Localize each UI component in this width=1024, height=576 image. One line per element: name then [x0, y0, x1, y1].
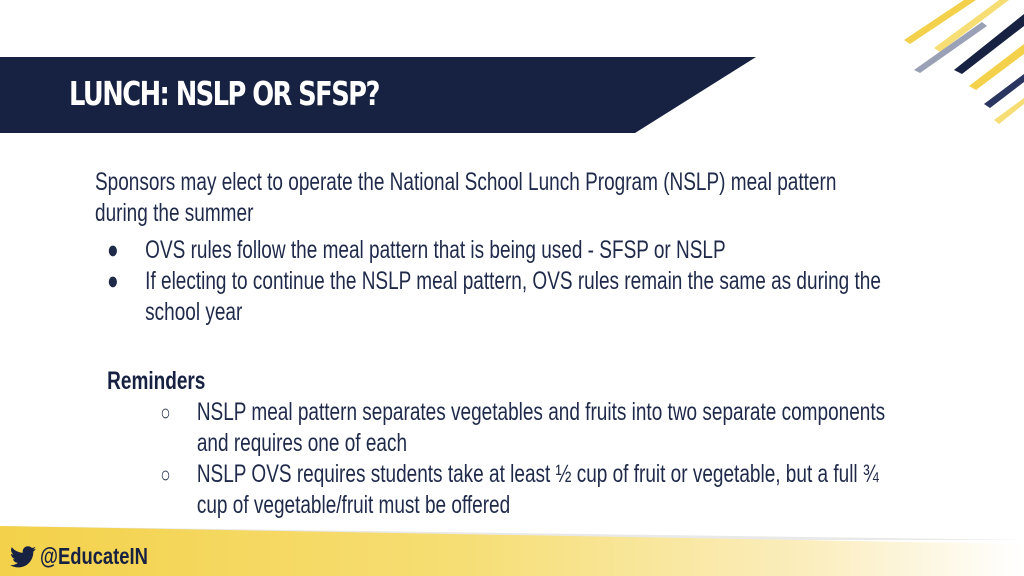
list-item	[95, 235, 893, 266]
reminder-text: NSLP meal pattern separates vegetables and fruits into two separate components and requires one of each	[196, 398, 886, 457]
bullet-list	[95, 235, 893, 328]
slide-content	[95, 167, 895, 521]
bullet-text: If electing to continue the NSLP meal pattern, OVS rules remain the same as during the school year	[145, 267, 881, 326]
list-item	[95, 266, 893, 328]
bullet-icon: ●	[107, 236, 119, 264]
twitter-handle[interactable]	[10, 543, 175, 570]
lead-paragraph: Sponsors may elect to operate the National School Lunch Program (NSLP) meal pattern during the summer	[95, 168, 837, 227]
list-item	[95, 459, 893, 521]
twitter-handle-text: @EducateIN	[40, 543, 148, 569]
bullet-text: OVS rules follow the meal pattern that is being used - SFSP or NSLP	[145, 236, 726, 264]
slide-title: LUNCH: NSLP OR SFSP?	[69, 74, 379, 113]
circle-bullet-icon: ○	[160, 462, 171, 487]
reminders-list	[95, 397, 893, 521]
list-item	[95, 397, 893, 459]
reminders-heading: Reminders	[107, 367, 206, 395]
twitter-bird-icon	[10, 546, 36, 568]
bullet-icon: ●	[107, 267, 119, 295]
circle-bullet-icon: ○	[160, 400, 171, 425]
corner-stripes-decoration	[794, 0, 1024, 130]
reminder-text: NSLP OVS requires students take at least ½ cup of fruit or vegetable, but a full ¾ cup of vegetable/fruit must be offered	[196, 460, 879, 519]
